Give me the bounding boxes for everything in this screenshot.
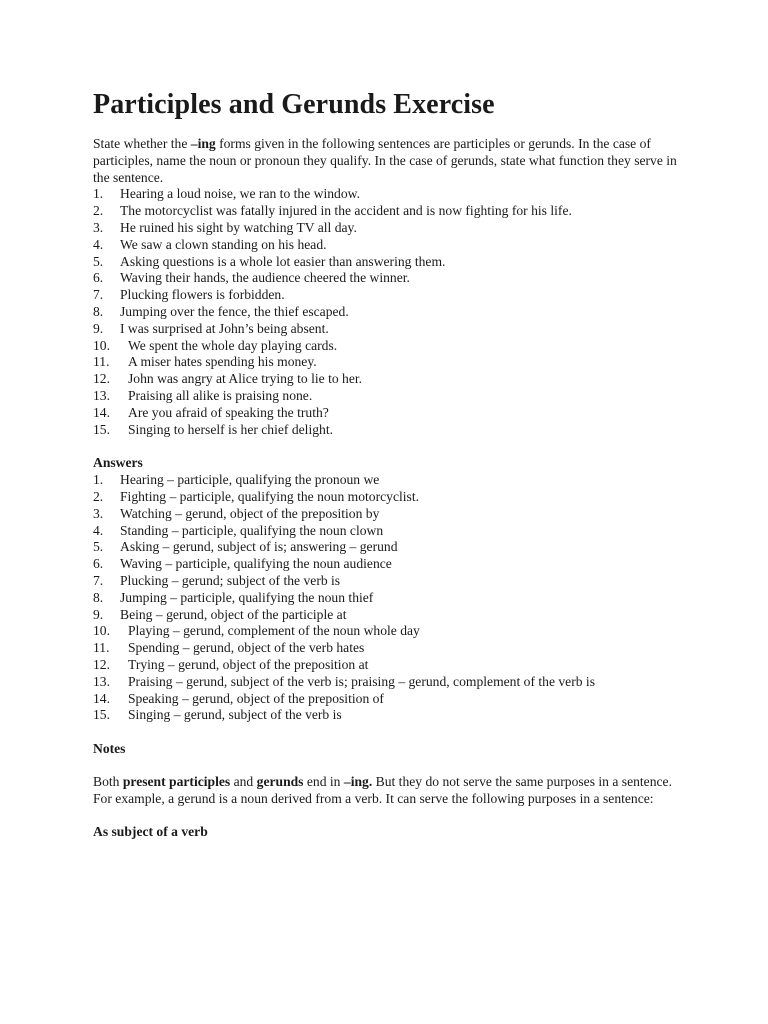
list-item-number: 10. [93, 337, 110, 353]
answer-item [93, 539, 683, 556]
question-item [93, 287, 683, 304]
list-item-number: 13. [93, 387, 110, 403]
list-item-number: 13. [93, 673, 110, 689]
list-item-text: Playing – gerund, complement of the noun whole day [128, 623, 420, 639]
list-item-text: Waving – participle, qualifying the noun audience [120, 556, 392, 572]
answer-item [93, 674, 683, 691]
list-item-number: 1. [93, 186, 104, 202]
question-item [93, 371, 683, 388]
list-item-number: 9. [93, 320, 104, 336]
notes-bold-ing: –ing. [343, 773, 373, 789]
answer-item [93, 489, 683, 506]
list-item-text: A miser hates spending his money. [128, 354, 317, 370]
answer-item [93, 472, 683, 489]
answer-item [93, 573, 683, 590]
answer-item [93, 657, 683, 674]
list-item-text: Jumping over the fence, the thief escaped. [120, 303, 349, 319]
answers-list [93, 472, 683, 724]
list-item-text: Standing – participle, qualifying the noun clown [120, 522, 384, 538]
notes-heading: Notes [93, 741, 126, 757]
question-item [93, 321, 683, 338]
list-item-number: 12. [93, 371, 110, 387]
list-item-text: Spending – gerund, object of the verb hates [128, 640, 365, 656]
list-item-number: 3. [93, 219, 104, 235]
notes-text-3: end in [303, 773, 344, 789]
answer-item [93, 691, 683, 708]
list-item-text: Asking – gerund, subject of is; answering – gerund [120, 539, 398, 555]
list-item-text: I was surprised at John’s being absent. [120, 320, 329, 336]
list-item-number: 1. [93, 472, 104, 488]
answer-item [93, 590, 683, 607]
list-item-text: Singing – gerund, subject of the verb is [128, 707, 342, 723]
answer-item [93, 506, 683, 523]
list-item-text: Asking questions is a whole lot easier than answering them. [120, 253, 446, 269]
subheading-subject-of-verb: As subject of a verb [93, 824, 208, 840]
intro-text-1: State whether the [93, 136, 191, 151]
question-item [93, 237, 683, 254]
question-item [93, 304, 683, 321]
list-item-text: We spent the whole day playing cards. [128, 337, 338, 353]
list-item-text: The motorcyclist was fatally injured in the accident and is now fighting for his life. [120, 203, 572, 219]
question-item [93, 354, 683, 371]
list-item-number: 5. [93, 539, 104, 555]
answer-item [93, 607, 683, 624]
question-item [93, 422, 683, 439]
list-item-number: 15. [93, 707, 110, 723]
list-item-number: 3. [93, 505, 104, 521]
list-item-text: Waving their hands, the audience cheered the winner. [120, 270, 410, 286]
page-title: Participles and Gerunds Exercise [93, 89, 495, 120]
list-item-text: Hearing a loud noise, we ran to the window. [120, 186, 360, 202]
list-item-text: Hearing – participle, qualifying the pronoun we [120, 472, 380, 488]
list-item-number: 14. [93, 404, 110, 420]
list-item-text: Praising – gerund, subject of the verb is; praising – gerund, complement of the verb is [128, 673, 595, 689]
question-item [93, 270, 683, 287]
list-item-text: Fighting – participle, qualifying the noun motorcyclist. [120, 488, 420, 504]
list-item-number: 2. [93, 488, 104, 504]
answer-item [93, 623, 683, 640]
list-item-text: He ruined his sight by watching TV all day. [120, 219, 357, 235]
list-item-text: John was angry at Alice trying to lie to her. [128, 371, 363, 387]
questions-list [93, 186, 683, 438]
notes-paragraph [93, 774, 683, 808]
list-item-number: 14. [93, 690, 110, 706]
list-item-number: 8. [93, 303, 104, 319]
notes-text-4: But they do not serve the same purposes in a sentence. For example, a gerund is a noun derived from a verb. It can serve the following purposes in a sentence: [93, 773, 672, 806]
list-item-number: 7. [93, 572, 104, 588]
question-item [93, 338, 683, 355]
answer-item [93, 556, 683, 573]
list-item-number: 6. [93, 270, 104, 286]
question-item [93, 186, 683, 203]
list-item-text: Speaking – gerund, object of the preposition of [128, 690, 384, 706]
list-item-number: 7. [93, 287, 104, 303]
list-item-text: Plucking flowers is forbidden. [120, 287, 285, 303]
list-item-number: 12. [93, 656, 110, 672]
list-item-text: We saw a clown standing on his head. [120, 236, 327, 252]
list-item-number: 8. [93, 589, 104, 605]
list-item-number: 10. [93, 623, 110, 639]
list-item-number: 11. [93, 640, 110, 656]
answer-item [93, 707, 683, 724]
list-item-text: Praising all alike is praising none. [128, 387, 313, 403]
list-item-number: 4. [93, 236, 104, 252]
list-item-number: 9. [93, 606, 104, 622]
question-item [93, 388, 683, 405]
list-item-number: 11. [93, 354, 110, 370]
list-item-text: Plucking – gerund; subject of the verb is [120, 572, 341, 588]
intro-paragraph [93, 136, 683, 186]
answers-heading: Answers [93, 455, 143, 471]
list-item-number: 2. [93, 203, 104, 219]
list-item-number: 15. [93, 421, 110, 437]
list-item-number: 6. [93, 556, 104, 572]
list-item-text: Watching – gerund, object of the preposition by [120, 505, 380, 521]
intro-bold-ing: –ing [190, 136, 216, 151]
list-item-number: 5. [93, 253, 104, 269]
document-page [93, 88, 683, 841]
list-item-text: Singing to herself is her chief delight. [128, 421, 333, 437]
answer-item [93, 523, 683, 540]
notes-bold-present-participles: present participles [122, 773, 231, 789]
list-item-text: Jumping – participle, qualifying the noun thief [120, 589, 374, 605]
notes-bold-gerunds: gerunds [256, 773, 304, 789]
question-item [93, 405, 683, 422]
answer-item [93, 640, 683, 657]
notes-text-2: and [230, 773, 257, 789]
question-item [93, 203, 683, 220]
question-item [93, 220, 683, 237]
list-item-text: Are you afraid of speaking the truth? [128, 404, 329, 420]
list-item-text: Being – gerund, object of the participle at [120, 606, 347, 622]
list-item-number: 4. [93, 522, 104, 538]
question-item [93, 254, 683, 271]
intro-text-2: forms given in the following sentences are participles or gerunds. In the case of participles, name the noun or pronoun they qualify. In the case of gerunds, state what function they serve in the sentence. [93, 136, 677, 185]
list-item-text: Trying – gerund, object of the preposition at [128, 656, 369, 672]
notes-text-1: Both [93, 773, 123, 789]
